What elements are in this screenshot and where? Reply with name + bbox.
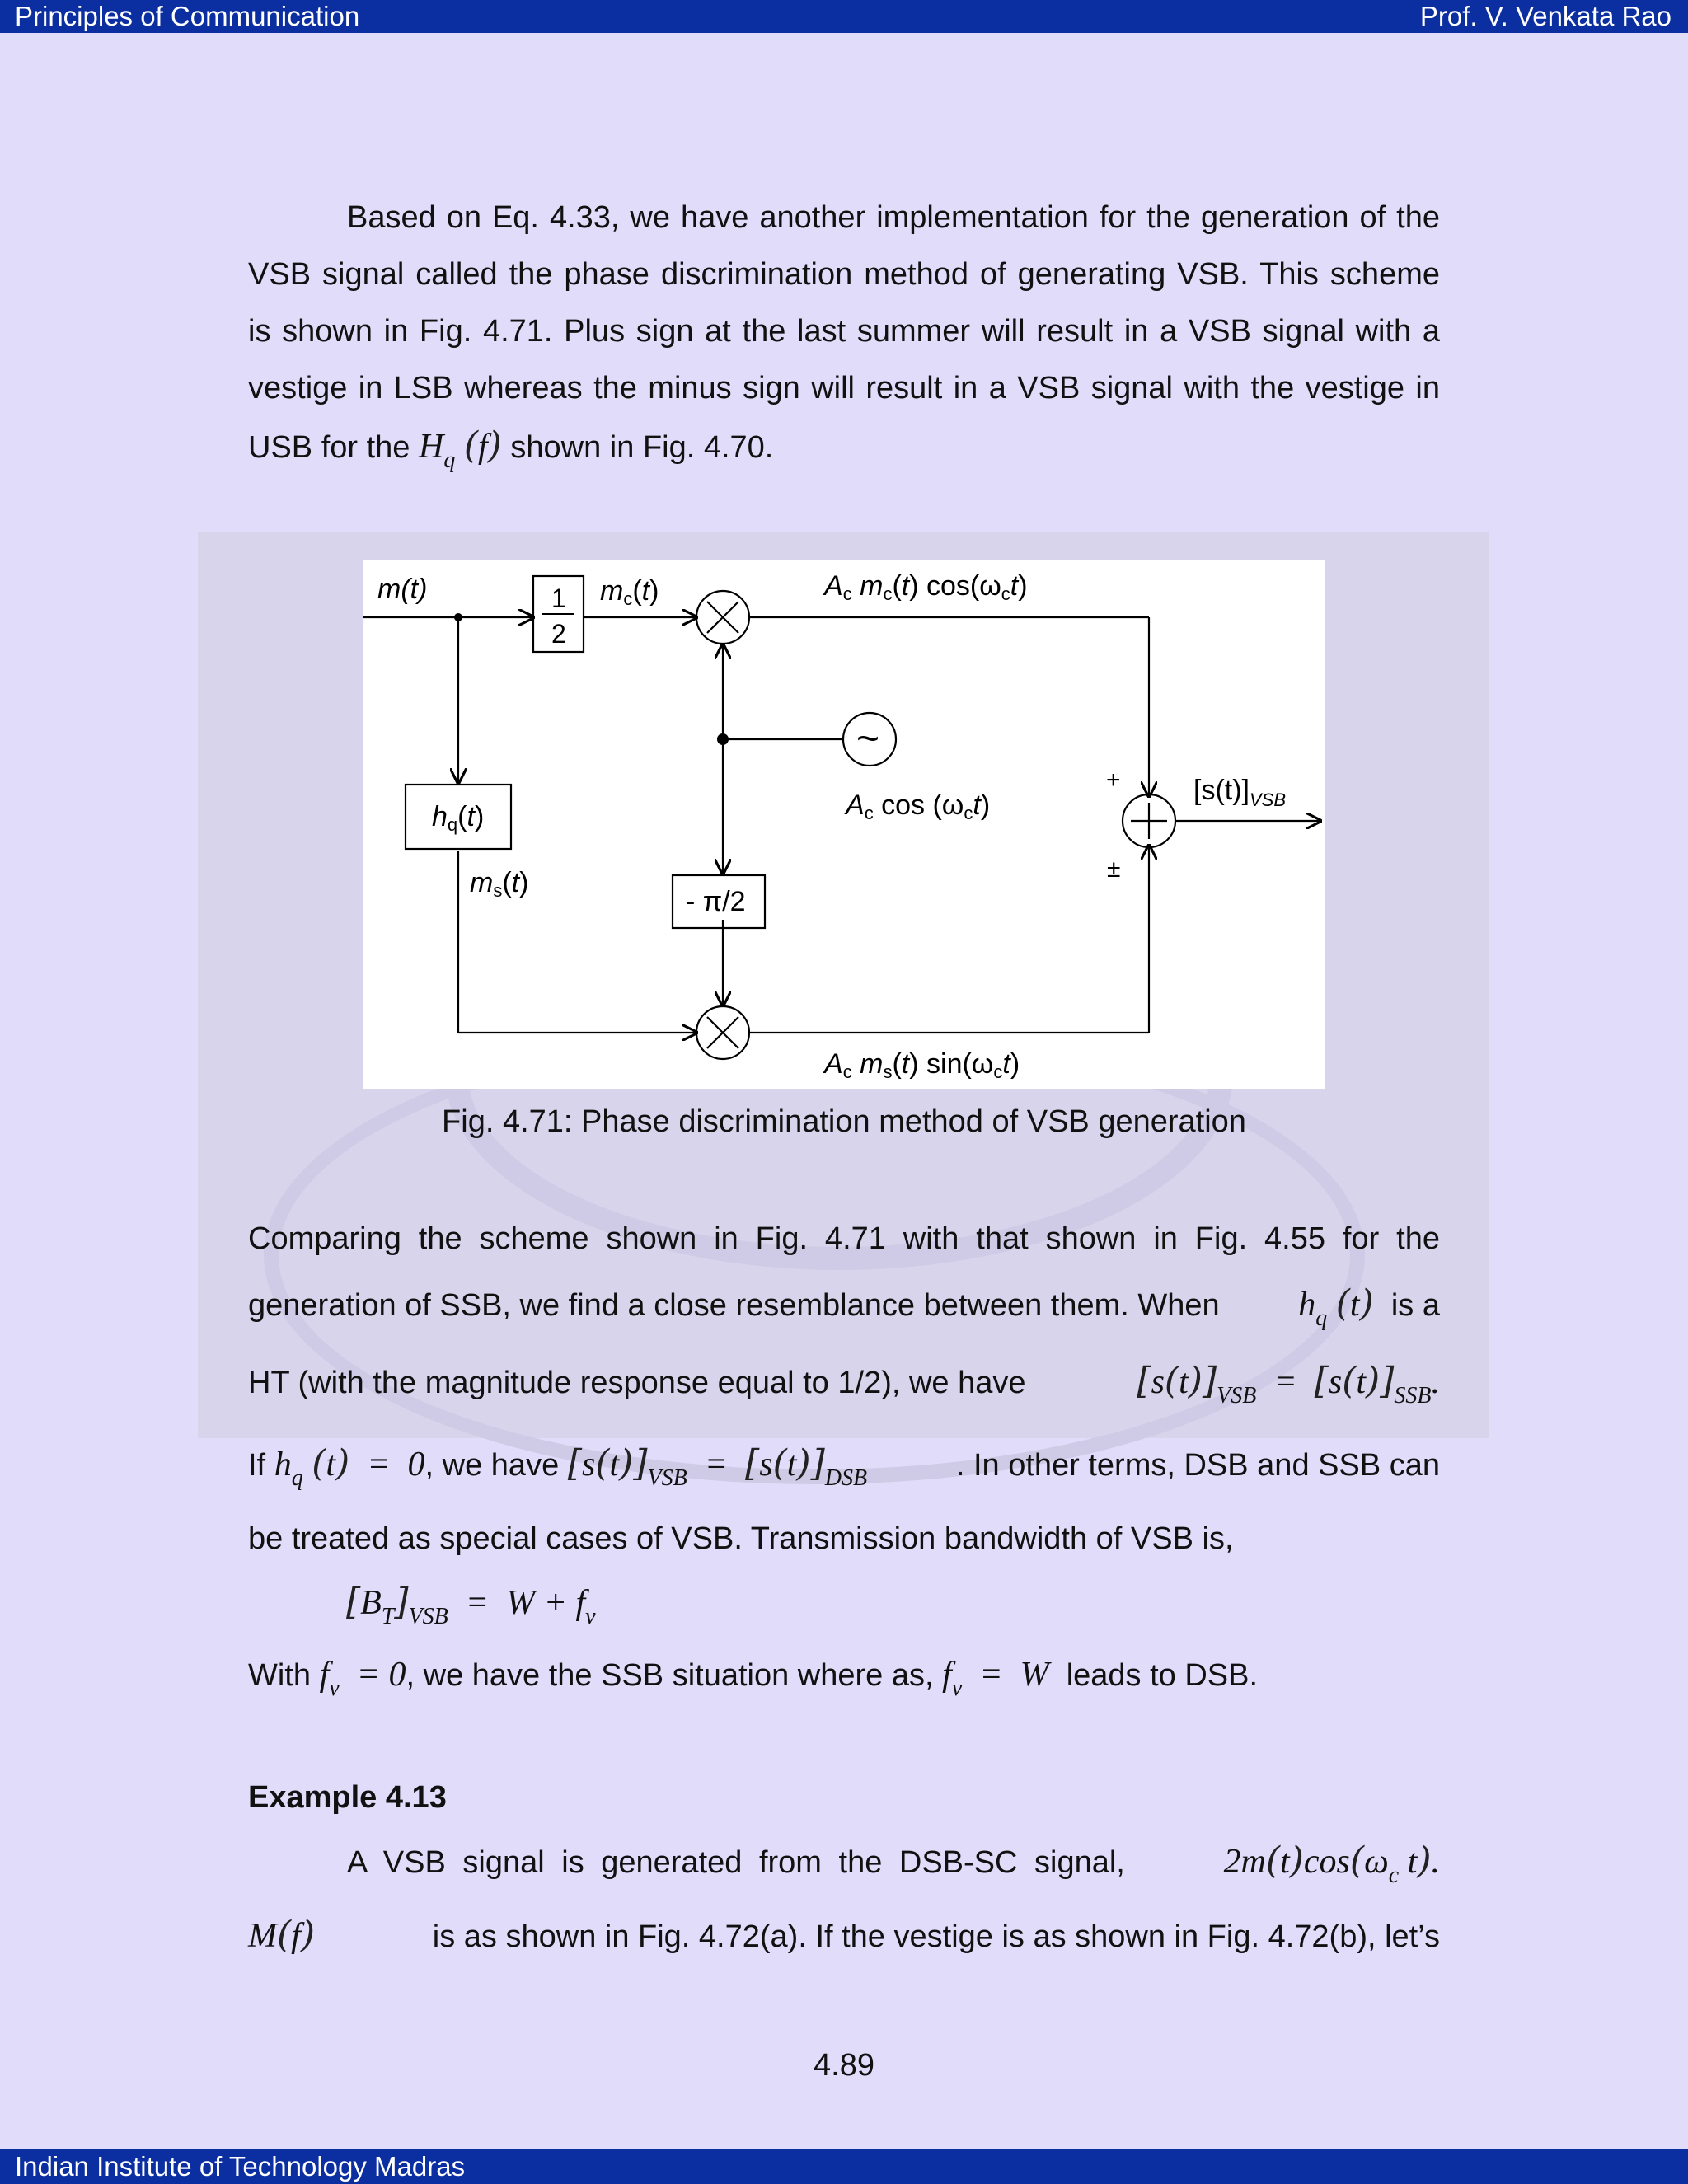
figure-4-71 <box>363 560 1325 1089</box>
label-output: $[s(t)]_{VSB}$ <box>1193 775 1287 810</box>
formula-m-f: M(f) <box>248 1914 316 1956</box>
formula-fv-w: $f_v = W$ <box>942 1656 1049 1701</box>
header-title: Principles of Communication <box>15 1 360 31</box>
label-minus-plus-sign: ± <box>1107 855 1121 883</box>
example-heading: Example 4.13 <box>248 1780 447 1815</box>
example-line-1 <box>248 1840 1440 1889</box>
label-ac-mc-cos: Ac mc(t) cos(ωct) <box>824 570 1028 604</box>
paragraph-1-tail: shown in Fig. 4.70. <box>510 430 774 465</box>
text-run: With <box>248 1658 311 1693</box>
label-hq-t: hq(t) <box>432 801 485 835</box>
label-half-den: 2 <box>551 619 566 649</box>
label-mc-t: mc(t) <box>600 575 659 609</box>
formula-hq-t: $h_q$ (t) is a <box>1298 1282 1440 1331</box>
text-run: , we have the SSB situation where as, <box>406 1658 934 1693</box>
paragraph-2-line-5 <box>248 1521 1440 1557</box>
text-run: generation of SSB, we find a close resemblance between them. When <box>248 1288 1220 1323</box>
junction-dot <box>454 613 462 621</box>
figure-caption: Fig. 4.71: Phase discrimination method of VSB generation <box>442 1104 1246 1139</box>
footer-institute: Indian Institute of Technology Madras <box>15 2151 466 2182</box>
label-m-t: m(t) <box>377 574 428 605</box>
formula-fv-zero: $f_v = 0$ <box>319 1656 406 1701</box>
page-number: 4.89 <box>814 2048 874 2083</box>
paragraph-2-line-2 <box>248 1282 1440 1332</box>
label-ac-cos: Ac cos (ωct) <box>846 790 991 823</box>
paragraph-2-line-3 <box>248 1360 1440 1409</box>
paragraph-1-text: Based on Eq. 4.33, we have another implementation for the generation of the VSB signal called the phase discrimination method of generating VSB. This scheme is shown in Fig. 4.71. Plus sign at the last summer will result in a VSB signal with a vestige in LSB whereas the minus sign will result in a VSB signal with the vestige in USB for the <box>248 200 1440 465</box>
paragraph-1 <box>248 190 1440 489</box>
text-run: HT (with the magnitude response equal to 1/2), we have <box>248 1366 1026 1400</box>
label-phase-shift: - π/2 <box>686 886 746 917</box>
block-diagram <box>363 560 1325 1089</box>
formula-vsb-equals-ssb: $[s(t)]_{VSB} = [s(t)]_{SSB}$. <box>1137 1360 1440 1408</box>
label-ac-ms-sin: Ac ms(t) sin(ωct) <box>824 1048 1020 1082</box>
text-run: is as shown in Fig. 4.72(a). If the vestige is as shown in Fig. 4.72(b), let’s <box>432 1919 1440 1954</box>
equation-bandwidth: $[B_T]_{VSB} = W + f_v$ <box>346 1581 596 1629</box>
paragraph-2-line-1 <box>248 1221 1440 1257</box>
label-ms-t: ms(t) <box>470 867 529 901</box>
formula-hq-f: $H_q$ (f) <box>418 424 502 473</box>
text-run: leads to DSB. <box>1066 1658 1259 1693</box>
footer-bar <box>0 2149 1688 2184</box>
text-run: be treated as special cases of VSB. Transmission bandwidth of VSB is, <box>248 1521 1234 1556</box>
oscillator-symbol: ~ <box>856 717 880 761</box>
text-run: A VSB signal is generated from the DSB-SC signal, <box>347 1845 1125 1880</box>
text-run: . In other terms, DSB and SSB can <box>955 1448 1440 1483</box>
example-line-2 <box>248 1914 1440 1956</box>
junction-dot <box>717 733 729 745</box>
header-bar <box>0 0 1688 33</box>
text-run: is a <box>1390 1288 1440 1323</box>
text-run: Comparing the scheme shown in Fig. 4.71 with that shown in Fig. 4.55 for the <box>248 1221 1440 1256</box>
header-author: Prof. V. Venkata Rao <box>1419 1 1672 31</box>
label-plus-sign: + <box>1106 766 1121 794</box>
paragraph-2-line-4 <box>248 1442 1440 1492</box>
text-run: , we have <box>424 1448 560 1483</box>
paragraph-2-line-7 <box>248 1655 1440 1702</box>
text-run: If <box>248 1448 266 1483</box>
formula-hq-zero: If $h_q$ (t) = 0, we have $[s(t)]_{VSB} = [s(t)]_{DSB}$ <box>248 1442 868 1491</box>
label-half-num: 1 <box>551 583 566 613</box>
formula-dsb-sc: $2m(t)\cos(\omega_c$ t). <box>1223 1840 1440 1888</box>
